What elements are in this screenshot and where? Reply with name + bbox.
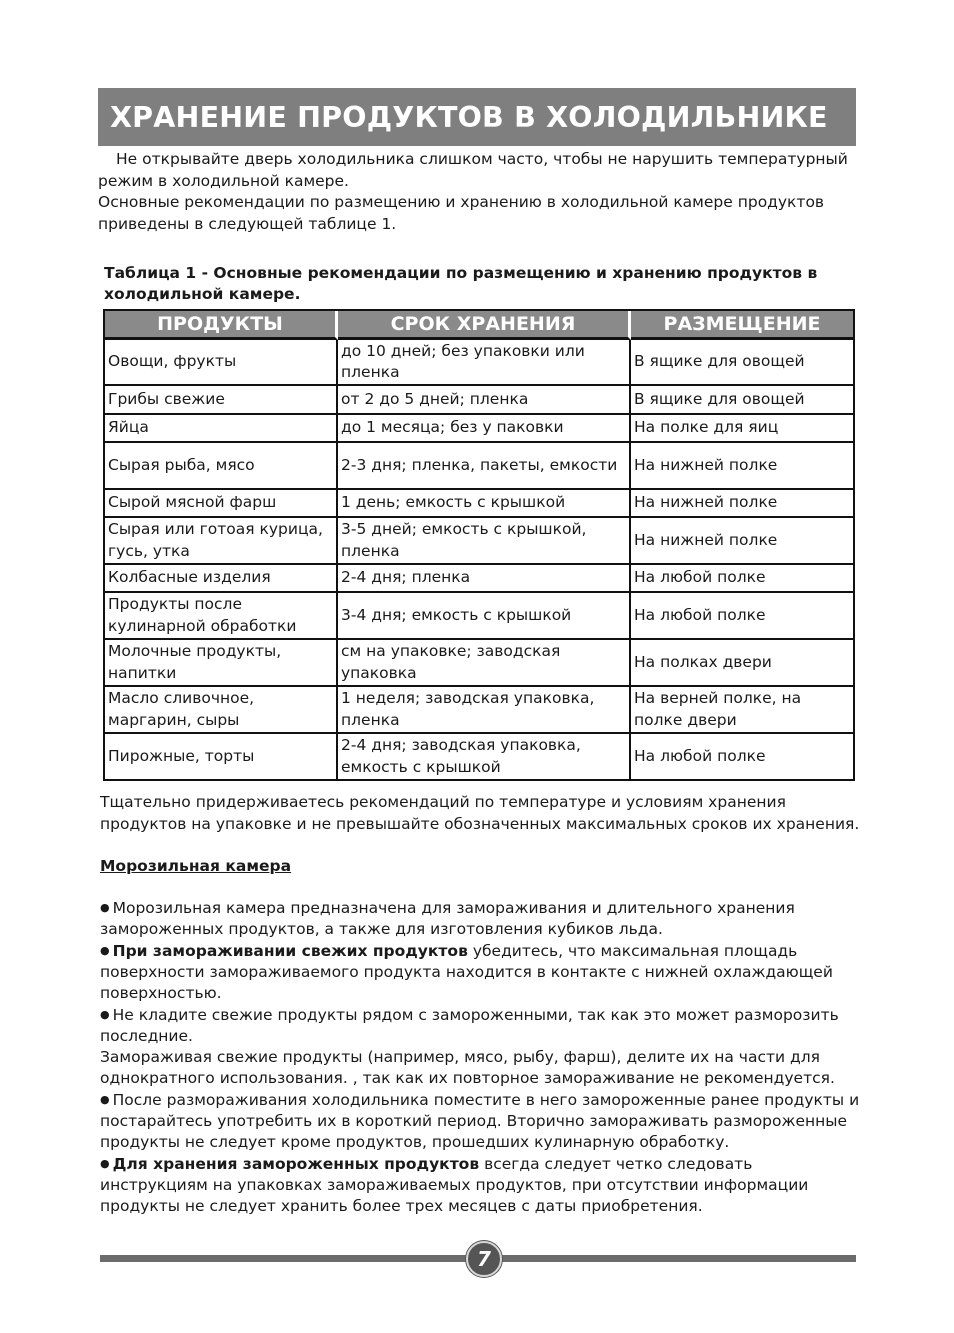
table-header-row	[105, 311, 853, 340]
cell-term: 2-3 дня; пленка, пакеты, емкости	[338, 443, 631, 490]
freezer-text-bold: Для хранения замороженных продуктов	[112, 1155, 480, 1173]
table-row	[105, 734, 853, 779]
table-row	[105, 593, 853, 640]
freezer-paragraph	[100, 1153, 862, 1217]
cell-place: В ящике для овощей	[631, 386, 853, 415]
cell-place: На любой полке	[631, 565, 853, 593]
freezer-text: всегда следует четко следовать инструкциям на упаковках замораживаемых продуктов, при отсутствии информации продукты не следует хранить более трех месяцев с даты приобретения.	[100, 1155, 809, 1215]
bullet-icon: ●	[100, 901, 110, 914]
freezer-text: Не кладите свежие продукты рядом с замороженными, так как это может разморозить последние.	[100, 1006, 839, 1045]
freezer-paragraph	[100, 940, 862, 1004]
cell-place: На полках двери	[631, 640, 853, 687]
table-row	[105, 640, 853, 687]
table-row	[105, 340, 853, 386]
storage-table	[103, 309, 855, 781]
header-placement: РАЗМЕЩЕНИЕ	[631, 311, 853, 340]
cell-product: Масло сливочное, маргарин, сыры	[105, 687, 338, 734]
cell-term: до 1 месяца; без у паковки	[338, 415, 631, 443]
header-term: СРОК ХРАНЕНИЯ	[338, 311, 631, 340]
cell-term: от 2 до 5 дней; пленка	[338, 386, 631, 415]
table-row	[105, 687, 853, 734]
bullet-icon: ●	[100, 1157, 110, 1170]
page-title: ХРАНЕНИЕ ПРОДУКТОВ В ХОЛОДИЛЬНИКЕ	[110, 101, 828, 134]
cell-product: Колбасные изделия	[105, 565, 338, 593]
cell-term: 3-5 дней; емкость с крышкой, пленка	[338, 518, 631, 565]
freezer-text: После размораживания холодильника поместите в него замороженные ранее продукты и постарайтесь употребить их в короткий период. Вторично замораживать размороженные продукты не следует кроме продуктов, прошедших кулинарную обработку.	[100, 1091, 860, 1151]
cell-term: 3-4 дня; емкость с крышкой	[338, 593, 631, 640]
table-row	[105, 565, 853, 593]
footer-divider-left	[100, 1255, 470, 1262]
freezer-paragraph	[100, 1089, 862, 1153]
bullet-icon: ●	[100, 944, 110, 957]
cell-term: 2-4 дня; пленка	[338, 565, 631, 593]
page-number-badge	[466, 1241, 502, 1277]
cell-place: На полке для яиц	[631, 415, 853, 443]
table-row	[105, 386, 853, 415]
table-row	[105, 518, 853, 565]
cell-place: На нижней полке	[631, 490, 853, 518]
cell-term: 2-4 дня; заводская упаковка, емкость с крышкой	[338, 734, 631, 779]
cell-place: На верней полке, на полке двери	[631, 687, 853, 734]
cell-product: Сырой мясной фарш	[105, 490, 338, 518]
cell-product: Пирожные, торты	[105, 734, 338, 779]
freezer-text-bold: При замораживании свежих продуктов	[112, 942, 468, 960]
storage-note: Тщательно придерживаетесь рекомендаций по температуре и условиям хранения продуктов на упаковке и не превышайте обозначенных максимальных сроков их хранения.	[100, 793, 860, 833]
intro-paragraph-2: Основные рекомендации по размещению и хранению в холодильной камере продуктов приведены в следующей таблице 1.	[98, 193, 825, 233]
cell-place: На любой полке	[631, 593, 853, 640]
cell-place: В ящике для овощей	[631, 340, 853, 386]
cell-place: На любой полке	[634, 746, 766, 765]
cell-place: На нижней полке	[631, 443, 853, 490]
freezer-paragraph	[100, 897, 862, 940]
intro-paragraph-1: Не открывайте дверь холодильника слишком часто, чтобы не нарушить температурный режим в холодильной камере.	[98, 150, 848, 190]
intro-section	[98, 149, 858, 235]
cell-product: Грибы свежие	[105, 386, 338, 415]
cell-term: до 10 дней; без упаковки или пленка	[338, 340, 631, 386]
header-products: ПРОДУКТЫ	[105, 311, 338, 340]
page-number: 7	[477, 1247, 491, 1271]
footer-divider-right	[498, 1255, 856, 1262]
cell-product: Овощи, фрукты	[105, 340, 338, 386]
cell-product: Яйца	[105, 415, 338, 443]
bullet-icon: ●	[100, 1008, 110, 1021]
freezer-text: убедитесь, что максимальная площадь поверхности замораживаемого продукта находится в контакте с нижней охлаждающей поверхностью.	[100, 942, 833, 1002]
cell-product: Молочные продукты, напитки	[105, 640, 338, 687]
cell-term: 1 неделя; заводская упаковка, пленка	[338, 687, 631, 734]
cell-product: Продукты после кулинарной обработки	[105, 593, 338, 640]
freezer-text: Морозильная камера предназначена для замораживания и длительного хранения замороженных продуктов, а также для изготовления кубиков льда.	[100, 899, 795, 938]
cell-place: На нижней полке	[631, 518, 853, 565]
title-bar	[98, 88, 856, 146]
cell-term: см на упаковке; заводская упаковка	[338, 640, 631, 687]
bullet-icon: ●	[100, 1093, 110, 1106]
table-row	[105, 415, 853, 443]
freezer-paragraph: Замораживая свежие продукты (например, мясо, рыбу, фарш), делите их на части для однократного использования. , так как их повторное замораживание не рекомендуется.	[100, 1048, 835, 1087]
cell-product: Сырая рыба, мясо	[105, 443, 338, 490]
table-row	[105, 443, 853, 490]
cell-product: Сырая или готоая курица, гусь, утка	[105, 518, 338, 565]
freezer-section-title: Морозильная камера	[100, 857, 292, 875]
table-row	[105, 490, 853, 518]
freezer-section	[100, 897, 862, 1217]
cell-term: 1 день; емкость с крышкой	[338, 490, 631, 518]
table-caption: Таблица 1 - Основные рекомендации по размещению и хранению продуктов в холодильной камере.	[104, 264, 818, 303]
freezer-paragraph	[100, 1004, 862, 1047]
